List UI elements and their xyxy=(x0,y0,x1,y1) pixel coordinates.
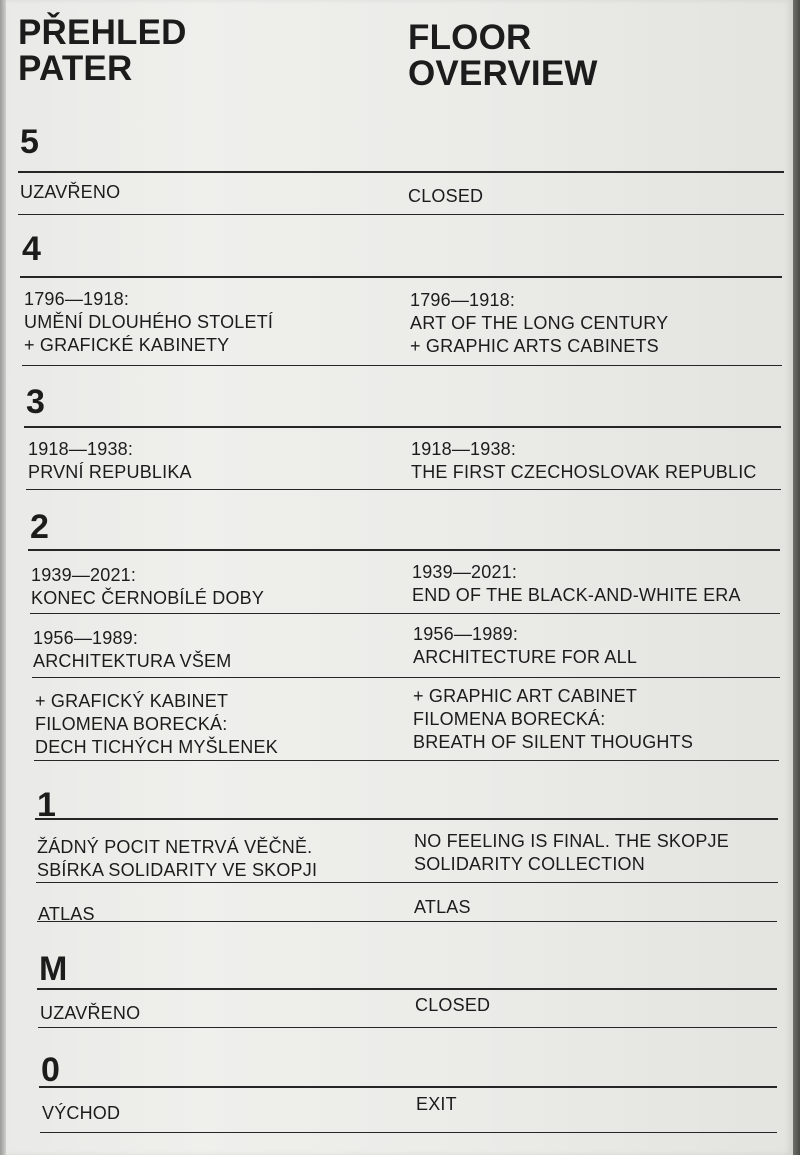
sign-left-edge xyxy=(0,0,6,1155)
floor-2-rule-1 xyxy=(30,613,780,614)
floor-4-top-rule xyxy=(20,276,782,278)
floor-0-bottom-rule xyxy=(40,1132,777,1133)
floor-m-top-rule xyxy=(37,988,777,990)
floor-2-top-rule xyxy=(28,549,780,551)
floor-3-entry-1-en: 1918—1938: THE FIRST CZECHOSLOVAK REPUBLIC xyxy=(411,439,757,482)
floor-1-entry-1-en: NO FEELING IS FINAL. THE SKOPJE SOLIDARITY COLLECTION xyxy=(414,831,729,874)
floor-2-entry-2-en: 1956—1989: ARCHITECTURE FOR ALL xyxy=(413,624,638,667)
floor-m-bottom-rule xyxy=(38,1027,777,1028)
floor-2-rule-2 xyxy=(32,677,780,678)
floor-1-entry-2-cz: ATLAS xyxy=(38,904,95,924)
floor-number-4: 4 xyxy=(22,230,42,268)
floor-1-rule-1 xyxy=(36,882,778,883)
sign-right-edge xyxy=(793,0,800,1155)
floor-number-1: 1 xyxy=(37,786,57,824)
floor-number-5: 5 xyxy=(20,123,40,161)
floor-1-entry-1-cz: ŽÁDNÝ POCIT NETRVÁ VĚČNĚ. SBÍRKA SOLIDARITY VE SKOPJI xyxy=(37,837,318,880)
floor-1-top-rule xyxy=(35,818,778,820)
floor-0-top-rule xyxy=(39,1086,777,1088)
floor-3-top-rule xyxy=(24,426,781,428)
floor-2-entry-2-cz: 1956—1989: ARCHITEKTURA VŠEM xyxy=(33,628,232,671)
title-czech: PŘEHLED PATER xyxy=(18,13,187,88)
floor-2-bottom-rule xyxy=(34,760,779,761)
floor-m-entry-1-en: CLOSED xyxy=(415,995,491,1015)
floor-5-entry-1-cz: UZAVŘENO xyxy=(20,182,121,202)
floor-5-entry-1-en: CLOSED xyxy=(408,186,484,206)
floor-4-entry-1-en: 1796—1918: ART OF THE LONG CENTURY + GRAPHIC ARTS CABINETS xyxy=(410,290,669,356)
floor-1-bottom-rule xyxy=(37,921,777,922)
floor-2-entry-3-en: + GRAPHIC ART CABINET FILOMENA BORECKÁ: BREATH OF SILENT THOUGHTS xyxy=(413,686,694,752)
floor-number-2: 2 xyxy=(30,508,50,546)
floor-1-entry-2-en: ATLAS xyxy=(414,897,471,917)
floor-4-bottom-rule xyxy=(22,365,782,366)
floor-2-entry-3-cz: + GRAFICKÝ KABINET FILOMENA BORECKÁ: DECH TICHÝCH MYŠLENEK xyxy=(35,691,278,757)
floor-2-entry-1-en: 1939—2021: END OF THE BLACK-AND-WHITE ERA xyxy=(412,562,741,605)
floor-m-entry-1-cz: UZAVŘENO xyxy=(40,1003,141,1023)
floor-number-3: 3 xyxy=(26,383,46,421)
floor-2-entry-1-cz: 1939—2021: KONEC ČERNOBÍLÉ DOBY xyxy=(31,565,265,608)
floor-number-0: 0 xyxy=(41,1051,61,1089)
floor-4-entry-1-cz: 1796—1918: UMĚNÍ DLOUHÉHO STOLETÍ + GRAFICKÉ KABINETY xyxy=(24,289,274,355)
floor-number-m: M xyxy=(39,950,68,988)
floor-3-bottom-rule xyxy=(26,489,781,490)
floor-0-entry-1-cz: VÝCHOD xyxy=(42,1103,121,1123)
title-english: FLOOR OVERVIEW xyxy=(408,18,598,93)
floor-5-top-rule xyxy=(18,171,784,173)
floor-3-entry-1-cz: 1918—1938: PRVNÍ REPUBLIKA xyxy=(28,439,192,482)
floor-0-entry-1-en: EXIT xyxy=(416,1094,457,1114)
floor-5-bottom-rule xyxy=(18,214,784,215)
